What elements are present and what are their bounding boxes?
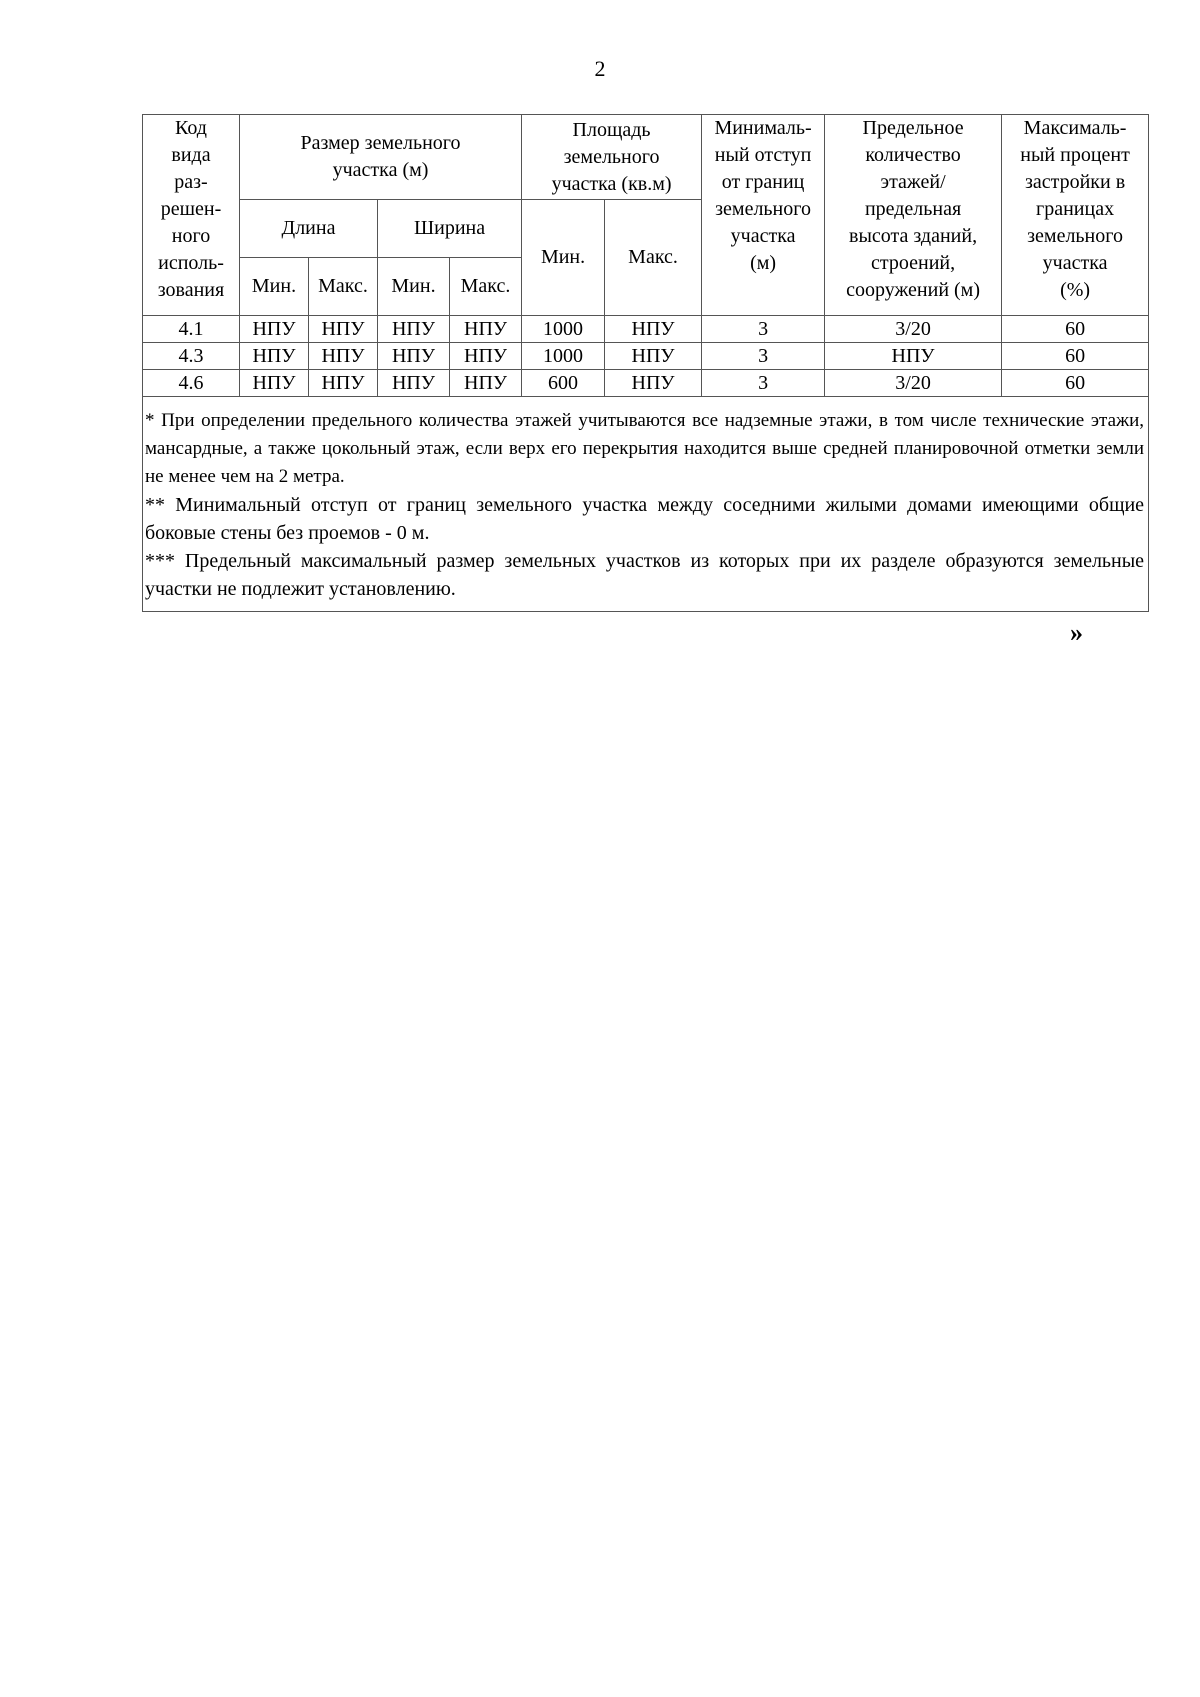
cell-setback: 3 [702,370,825,397]
cell-length-min: НПУ [240,343,309,370]
table-row [143,316,1149,343]
cell-width-min: НПУ [378,343,450,370]
header-width-max: Макс. [450,258,522,316]
header-code: Код вида раз- решен- ного исполь- зования [143,115,240,316]
cell-floors: 3/20 [825,370,1002,397]
cell-area-max: НПУ [605,343,702,370]
header-length-max: Макс. [309,258,378,316]
header-area-max: Макс. [605,200,702,316]
cell-length-min: НПУ [240,316,309,343]
cell-setback: 3 [702,316,825,343]
cell-code: 4.1 [143,316,240,343]
cell-width-max: НПУ [450,343,522,370]
cell-area-max: НПУ [605,370,702,397]
cell-width-max: НПУ [450,370,522,397]
header-coverage: Максималь- ный процент застройки в границах земельного участка (%) [1002,115,1149,316]
header-width: Ширина [378,200,522,258]
cell-area-min: 600 [522,370,605,397]
cell-length-max: НПУ [309,316,378,343]
cell-area-min: 1000 [522,343,605,370]
header-setback: Минималь- ный отступ от границ земельного участка (м) [702,115,825,316]
cell-area-min: 1000 [522,316,605,343]
table-notes [143,397,1149,612]
cell-code: 4.6 [143,370,240,397]
cell-coverage: 60 [1002,370,1149,397]
cell-floors: 3/20 [825,316,1002,343]
note-floors: * При определении предельного количества этажей учитываются все надземные этажи, в том числе технические этажи, мансардные, а также цокольный этаж, если верх его перекрытия находится выше средней планировочной отметки земли не менее чем на 2 метра. [145,410,1145,487]
table-notes-row [143,397,1149,612]
cell-floors: НПУ [825,343,1002,370]
header-area: Площадь земельного участка (кв.м) [522,115,702,200]
cell-length-min: НПУ [240,370,309,397]
cell-coverage: 60 [1002,343,1149,370]
closing-quote: » [1070,618,1083,647]
cell-width-min: НПУ [378,316,450,343]
cell-setback: 3 [702,343,825,370]
table-row [143,370,1149,397]
cell-length-max: НПУ [309,343,378,370]
note-max-size: *** Предельный максимальный размер земельных участков из которых при их разделе образуются земельные участки не подлежит установлению. [145,550,1145,600]
cell-length-max: НПУ [309,370,378,397]
header-length-min: Мин. [240,258,309,316]
page-number: 2 [594,56,606,81]
header-area-min: Мин. [522,200,605,316]
cell-width-max: НПУ [450,316,522,343]
land-use-parameters-table [142,114,1149,612]
header-floors: Предельное количество этажей/ предельная высота зданий, строений, сооружений (м) [825,115,1002,316]
cell-coverage: 60 [1002,316,1149,343]
header-width-min: Мин. [378,258,450,316]
table-row [143,343,1149,370]
header-length: Длина [240,200,378,258]
cell-code: 4.3 [143,343,240,370]
note-setback: ** Минимальный отступ от границ земельного участка между соседними жилыми домами имеющими общие боковые стены без проемов - 0 м. [145,494,1145,544]
cell-width-min: НПУ [378,370,450,397]
cell-area-max: НПУ [605,316,702,343]
header-plot-size: Размер земельного участка (м) [240,115,522,200]
